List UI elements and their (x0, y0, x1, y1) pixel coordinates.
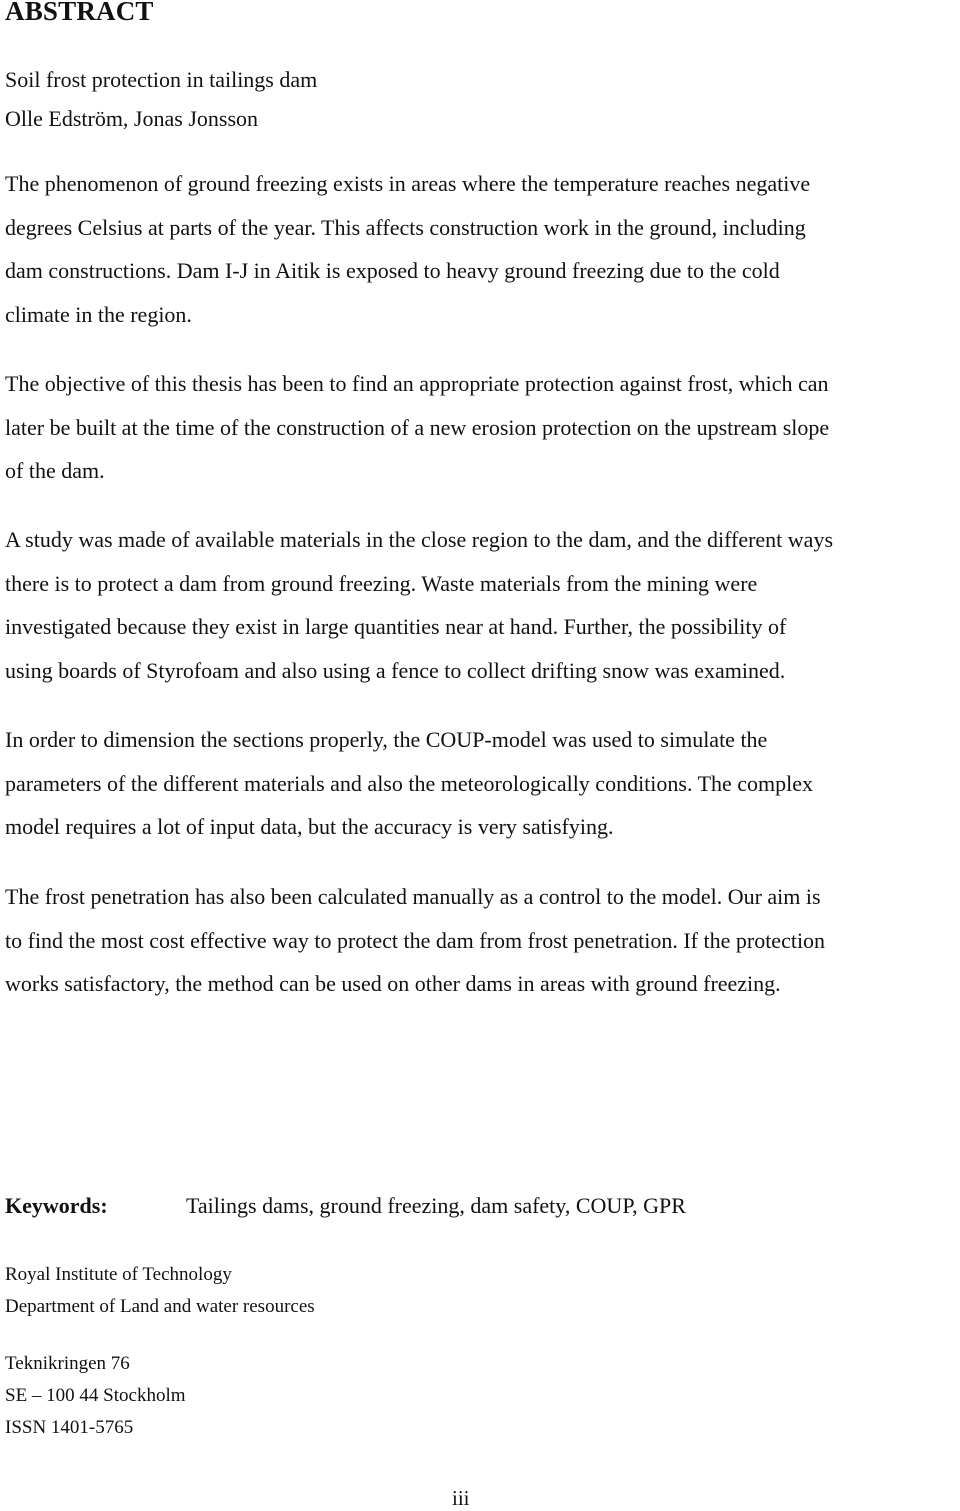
paragraph-2 (5, 362, 955, 493)
paragraph-line: later be built at the time of the construction of a new erosion protection on the upstream slope (5, 414, 830, 440)
keywords-list: Tailings dams, ground freezing, dam safety, COUP, GPR (186, 1193, 686, 1218)
paragraph-3 (5, 518, 955, 692)
paragraph-line: of the dam. (5, 458, 105, 483)
institution-block (5, 1259, 315, 1323)
paragraph-line: degrees Celsius at parts of the year. This affects construction work in the ground, including (5, 214, 806, 240)
paragraph-line: dam constructions. Dam I-J in Aitik is exposed to heavy ground freezing due to the cold (5, 258, 780, 283)
paragraph-line: model requires a lot of input data, but the accuracy is very satisfying. (5, 814, 614, 839)
paragraph-line: to find the most cost effective way to protect the dam from frost penetration. If the protection (5, 927, 826, 953)
paragraph-line: climate in the region. (5, 301, 192, 327)
institution-name: Royal Institute of Technology (5, 1264, 232, 1285)
paragraph-line: there is to protect a dam from ground freezing. Waste materials from the mining were (5, 570, 758, 596)
paragraph-5 (5, 875, 955, 1006)
paragraph-line: A study was made of available materials in the close region to the dam, and the different ways (5, 527, 834, 552)
street-address: Teknikringen 76 (5, 1353, 130, 1374)
paragraph-line: investigated because they exist in large quantities near at hand. Further, the possibility of (5, 614, 787, 639)
paragraph-line: The frost penetration has also been calculated manually as a control to the model. Our aim is (5, 884, 821, 909)
keywords-label: Keywords: (5, 1193, 108, 1218)
address-block (5, 1348, 186, 1444)
abstract-heading: ABSTRACT (5, 0, 154, 26)
paragraph-line: using boards of Styrofoam and also using a fence to collect drifting snow was examined. (5, 657, 786, 683)
paragraph-line: In order to dimension the sections properly, the COUP-model was used to simulate the (5, 727, 768, 752)
department-name: Department of Land and water resources (5, 1296, 315, 1317)
paragraph-line: The phenomenon of ground freezing exists in areas where the temperature reaches negative (5, 171, 811, 196)
paragraph-line: The objective of this thesis has been to find an appropriate protection against frost, which can (5, 371, 829, 396)
paragraph-1 (5, 162, 955, 336)
paragraph-4 (5, 718, 955, 849)
paragraph-line: works satisfactory, the method can be used on other dams in areas with ground freezing. (5, 971, 781, 996)
city-postcode: SE – 100 44 Stockholm (5, 1385, 186, 1406)
page-number: iii (452, 1486, 470, 1510)
thesis-title: Soil frost protection in tailings dam (5, 67, 318, 92)
issn-number: ISSN 1401-5765 (5, 1417, 134, 1438)
paragraph-line: parameters of the different materials and also the meteorologically conditions. The complex (5, 770, 814, 796)
authors: Olle Edström, Jonas Jonsson (5, 106, 258, 131)
